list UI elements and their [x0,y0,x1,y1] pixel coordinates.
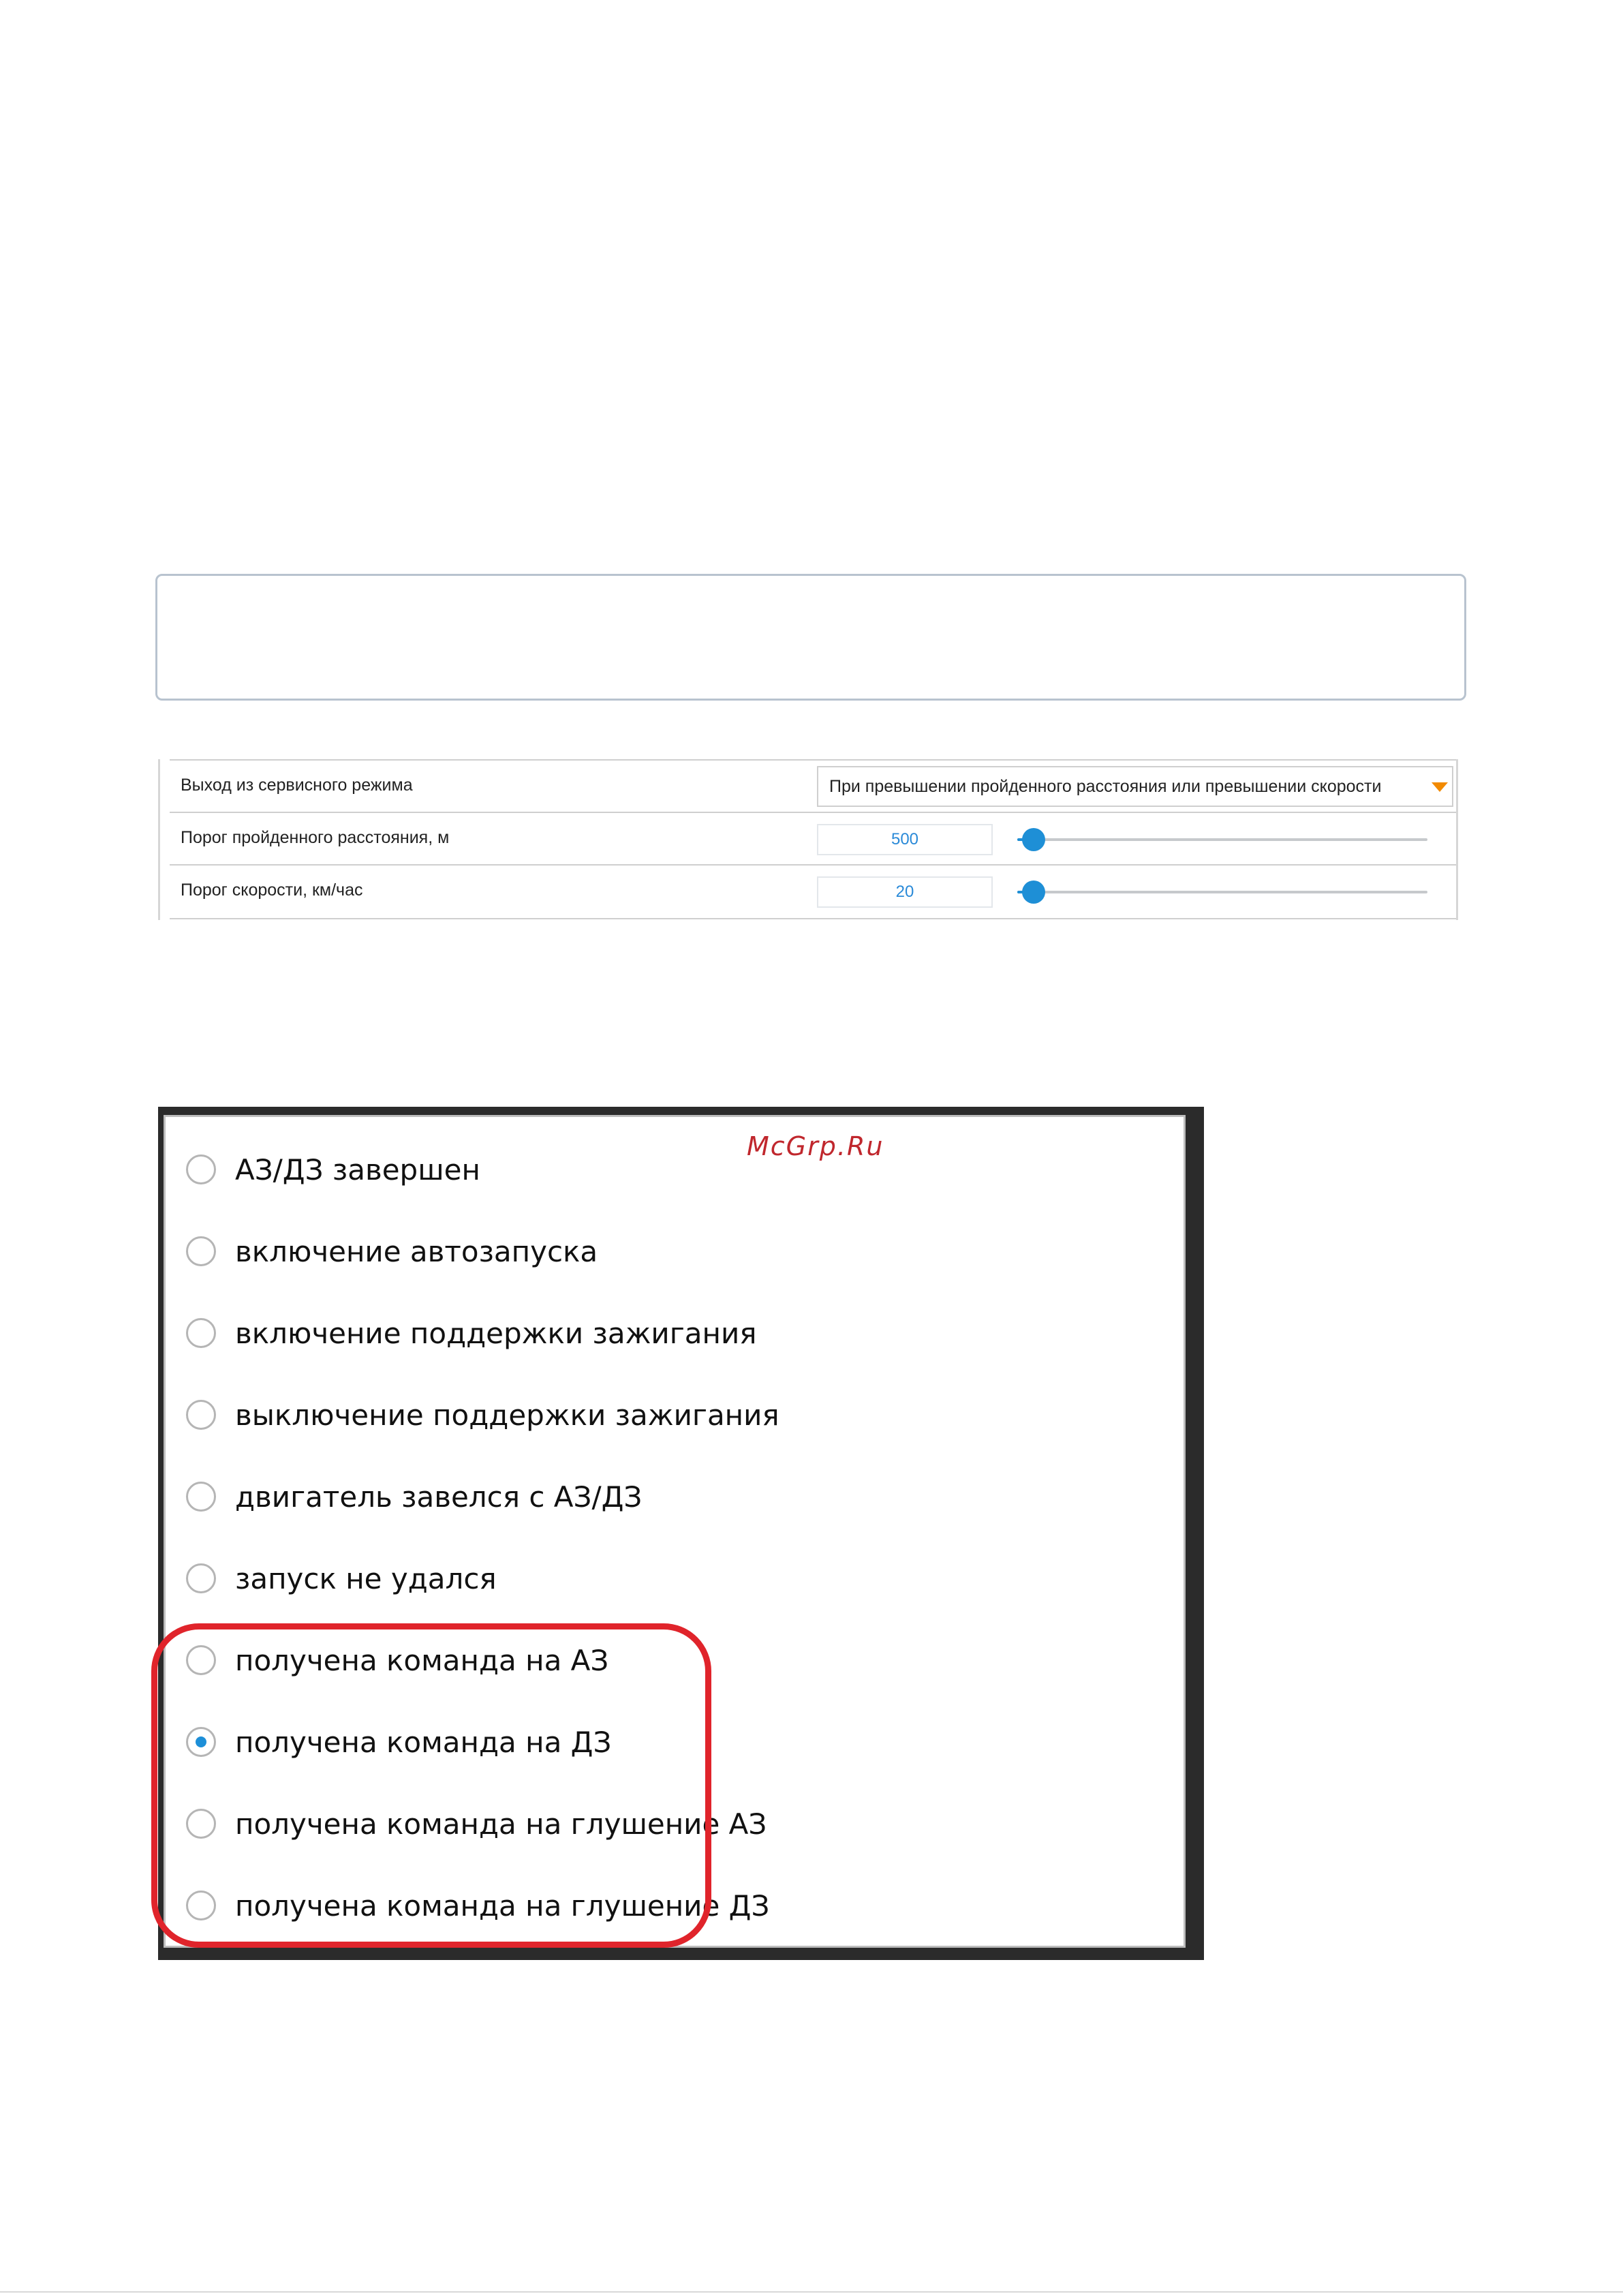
setting-row-distance-threshold [170,812,1456,866]
slider-track [1017,891,1427,893]
exit-mode-dropdown[interactable] [817,766,1453,807]
slider-thumb[interactable] [1022,881,1045,904]
radio-option-label: получена команда на глушение ДЗ [235,1889,770,1923]
radio-button[interactable] [186,1154,216,1184]
highlight-ellipse [151,1623,711,1948]
radio-option-label: включение автозапуска [235,1235,598,1268]
radio-option-label: получена команда на ДЗ [235,1726,612,1759]
radio-option-label: получена команда на АЗ [235,1644,609,1677]
page-divider [0,2291,1623,2293]
radio-option-label: включение поддержки зажигания [235,1317,757,1350]
speed-threshold-slider[interactable] [1015,881,1427,904]
settings-table [158,759,1458,920]
radio-button[interactable] [186,1482,216,1512]
setting-row-exit-service-mode [170,759,1456,813]
radio-button[interactable] [186,1563,216,1593]
radio-button[interactable] [186,1318,216,1348]
radio-option-label: двигатель завелся с АЗ/ДЗ [235,1480,643,1514]
panel-shadow [1186,1644,1204,1960]
setting-row-speed-threshold [170,864,1456,919]
note-box [155,574,1466,701]
dropdown-value: При превышении пройденного расстояния или превышении скорости [829,777,1382,796]
setting-label: Порог скорости, км/час [181,881,363,900]
slider-track [1017,838,1427,841]
radio-button[interactable] [186,1400,216,1430]
radio-option-label: запуск не удался [235,1562,497,1595]
speed-threshold-input[interactable]: 20 [817,876,993,908]
setting-label: Выход из сервисного режима [181,776,413,795]
watermark: McGrp.Ru [747,1131,884,1161]
radio-option-label: АЗ/ДЗ завершен [235,1153,480,1187]
chevron-down-icon[interactable] [1432,782,1448,792]
distance-threshold-input[interactable]: 500 [817,824,993,855]
slider-thumb[interactable] [1022,828,1045,851]
radio-option-label: выключение поддержки зажигания [235,1398,779,1432]
radio-option-label: получена команда на глушение АЗ [235,1807,767,1841]
distance-threshold-slider[interactable] [1015,828,1427,851]
radio-button[interactable] [186,1236,216,1266]
setting-label: Порог пройденного расстояния, м [181,828,450,847]
